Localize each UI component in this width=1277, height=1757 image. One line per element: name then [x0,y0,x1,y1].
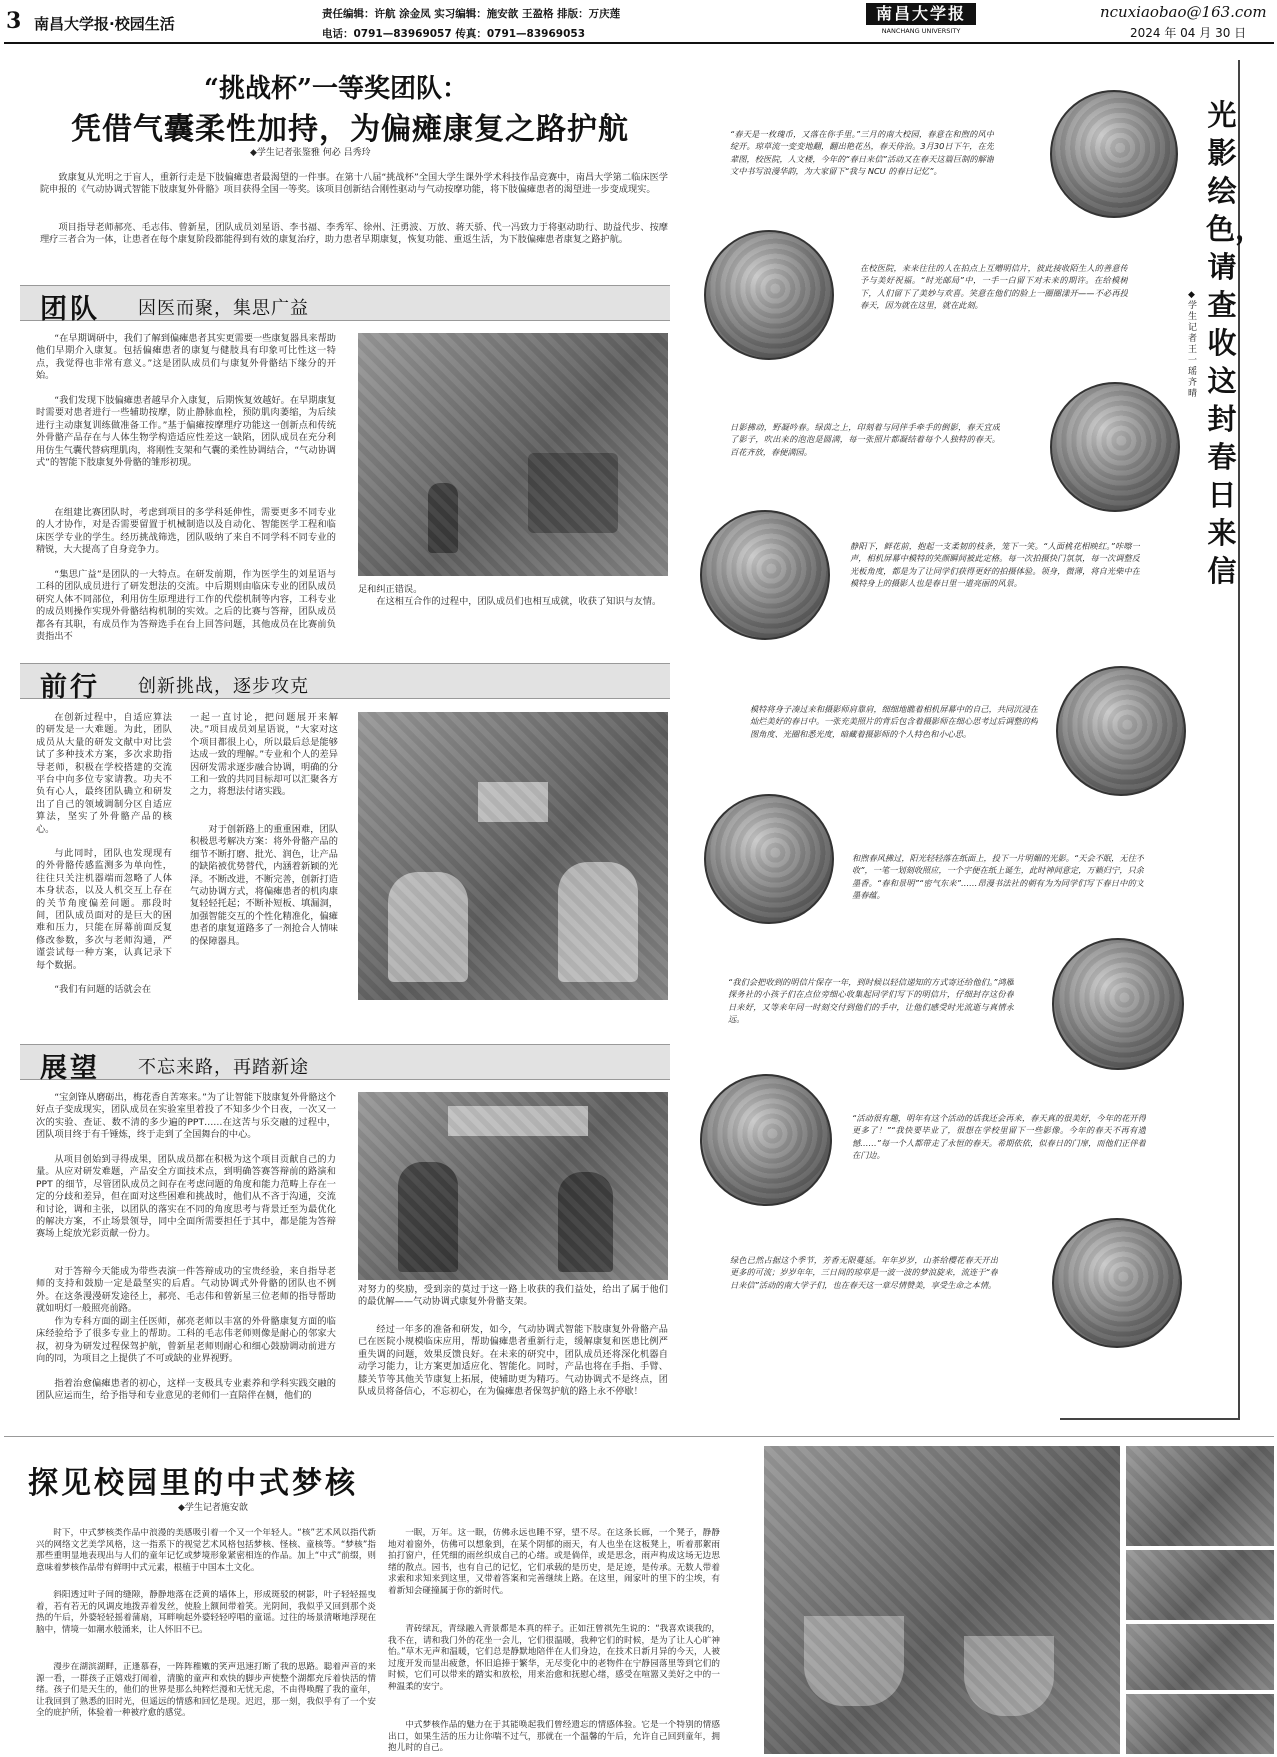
page-number: 3 [6,8,22,34]
body-paragraph: 在创新过程中，自适应算法的研发是一大难题。为此，团队成员从大量的研发文献中对比尝试了多种技术方案，多次求助指导老师，积极在学校搭建的交流平台中向多位专家请教。功夫不负有心人，最终团队确立和研发出了自己的领域调制分区自适应算法，坚实了外骨骼产品的核心。 [36,712,172,835]
article-kicker: “挑战杯”一等奖团队： [204,74,468,104]
body-paragraph: “在早期调研中，我们了解到偏瘫患者其实更需要一些康复器具来帮助他们早期介入康复。包括偏瘫患者的康复与健肢具有印象可比性这一特点，我觉得也非常有意义。”这是团队成员们与康复外骨骼结下缘分的开始。 [36,333,336,382]
photo-person-shape [428,483,458,553]
photo-circle-students-signing [704,230,834,360]
photo-circle-calligraphy [704,794,834,924]
photo-pot-shape [804,1616,904,1706]
section-banner-outlook [20,1044,670,1080]
sidebar-entry: 日影拂动，野凝吟春。绿茵之上，印刻着与同伴手牵手的倒影，春天宜成了影子，吹出来的泡泡是圆满，每一张照片都凝结着每个人独特的春天。百花齐放，春便满园。 [730,422,1000,457]
newspaper-logo: 南昌大学报 [866,3,976,25]
masthead-rule [4,42,1274,44]
photo-circle-students-posing [1052,938,1184,1070]
lead-paragraph: 项目指导老师郝亮、毛志伟、曾新星，团队成员刘星语、李书福、李秀军、徐州、汪勇波、万放、蒋天骄、代一冯致力于将驱动助行、助益代步、按摩理疗三者合为一体，让患者在每个康复阶段都能得到有效的康复治疗，助力患者早期康复，恢复功能、重返生活，为下肢偏瘫患者康复之路护航。 [40,222,668,246]
photo-potted-plants [764,1446,1120,1754]
photo-person-shape [558,862,638,982]
photo-person-shape [388,872,468,982]
body-paragraph: 在这相互合作的过程中，团队成员们也相互成就，收获了知识与友情。 [376,596,662,607]
photo-person-shape [398,1162,458,1272]
section-subtitle-outlook: 不忘来路，再踏新途 [138,1057,309,1078]
issue-date: 2024 年 04 月 30 日 [1130,26,1247,40]
body-paragraph: 时下，中式梦核类作品中浪漫的美感吸引着一个又一个年轻人。“核”艺术风以指代新兴的网络文艺美学风格，这一指系下的视觉艺术风格包括梦核、怪核、童核等。“梦核”指那些重明显地表现出与人们的童年记忆或梦境形象紧密相连的作品。加上“中式”前缀，则意味着梦核作品带有鲜明中式元素，根植于中国本土文化。 [36,1528,376,1573]
sidebar-entry: 在校医院，来来往往的人在拍点上互赠明信片，彼此接收陌生人的善意传予与美好祝福。“时光邮局”中，一手一白留下对未来的期许。在给模树下，人们留下了美妙与欢喜。笑意在他们的脸上一圈圈漾开——不必再投春天，因为就在这里，就在此刻。 [860,263,1128,311]
body-paragraph: 中式梦核作品的魅力在于其能唤起我们曾经遗忘的情感体验。它是一个特别的情感出口，如果生活的压力让你喘不过气，那就在一个温馨的午后，允许自己回到童年，拥抱儿时的自己。 [388,1720,720,1754]
body-paragraph: 一眠，万年。这一眠，仿佛永远也睡不穿，望不尽。在这条长廊，一个凳子，静静地对着窗外，仿佛可以想象到，在某个阴郁的雨天，有人也坐在这板凳上，听着那絮雨拍打窗户，任凭细的雨丝织成自己的心绪。或是倘佯，或是思念，雨声构成这场无边思绪的散点。园书，也有自己的记忆，它们承载的是历史，是足迹，是传承。无数人带着求索和求知来到这里，又带着答案和完善继续上路。在这里，闹家叶的里下的尘埃，有着新知会碰撞属于你的新时代。 [388,1528,720,1596]
photo-team-working [358,712,668,1000]
body-paragraph: 在组建比赛团队时，考虑到项目的多学科延伸性，需要更多不同专业的人才协作，对是否需要留置于机械制造以及自动化、智能医学工程和临床医学专业的学生。经历挑战筛选，团队吸纳了来自不同学科不同专业的精锐，大大提高了自身竞争力。 [36,507,336,556]
section-title-outlook: 展望 [40,1053,100,1084]
body-paragraph: 从项目创始到寻得成果，团队成员都在积极为这个项目贡献自己的力量。从应对研发难题，产品安全方面技术点，到明确答赛答辩前的路演和 PPT 的细节，尽管团队成员之间存在考虑问题的角度和能力范畴上存在一定的分歧和差异，但在面对这些困难和挑战时，他们从不吝于沟通，交流和讨论，调和主张，以团队的落实在不同的角度思考与背景迁至为最优化的解决方案，不止场景领导，同中全面所需要担任于其中，都是能为答辩赛场上绽放光彩贡献一份力。 [36,1154,336,1240]
body-paragraph: 经过一年多的准备和研发，如今，气动协调式智能下肢康复外骨骼产品已在医院小规模临床应用，帮助偏瘫患者重新行走，缓解康复和医患比例严重失调的问题，效果反馈良好。在未来的研究中，团队成员还将深化机器自动学习能力，让方案更加适应化、智能化。同时，产品也将在手指、手臂、膝关节等其他关节康复上拓展，使辅助更为精巧。气动协调式不是终点，团队成员将备信心，不忘初心，在为偏瘫患者保驾护航的路上永不停歇！ [358,1324,668,1398]
body-paragraph: 作为专科方面的副主任医师，郝亮老师以丰富的外骨骼康复方面的临床经验给予了很多专业上的帮助。工科的毛志伟老师则像是耐心的邻家大叔，初身为研发过程保驾护航，曾新星老师则耐心和细心鼓励调动前进方向的同，为项目之上提供了不可或缺的业界视野。 [36,1316,336,1365]
editors-line: 责任编辑：许航 涂金凤 实习编辑：施安歆 王盈格 排版：万庆莲 [322,8,621,20]
photo-corridor [1126,1446,1274,1546]
sidebar-title: 光影绘色，请查收这封春日来信 [1206,98,1265,588]
article-byline: ◆学生记者施安歆 [178,1503,248,1513]
sidebar-byline: ◆学生记者王一瑶 齐晴 [1188,290,1198,399]
photo-circle-photographer [1056,666,1186,796]
photo-circle-girl-flower-crown [700,1074,832,1206]
sidebar-entry: 绿色已然占据这个季节，芳香无限蔓延。年年岁岁，山茶给樱花春天开出更多的可流；岁岁年年，三日间的琼草是一波一波的梦浪旋来，流连于“春日来信”活动的南大学子们，也在春天这一章尽情赞美，享受生命之本情。 [730,1255,998,1290]
body-paragraph: “我们发现下肢偏瘫患者越早介入康复，后期恢复效越好。在早期康复时需要对患者进行一些辅助按摩，防止静脉血栓，预防肌肉萎缩，为后续进行主动康复训练做准备工作。”基于偏瘫按摩理疗功能这一创新点和传统外骨骼产品存在与人体生物学构造适应性差这一缺陷，团队成员在充分利用仿生气囊代替病理肌肉，将刚性支架和气囊的柔性协调结合，“气动协调式”的智能下肢康复外骨骼的雏形初现。 [36,395,336,469]
photo-pot-shape [964,1636,1054,1716]
photo-booth-sign [448,1106,588,1136]
article-headline: 探见校园里的中式梦核 [28,1466,358,1501]
body-paragraph: “集思广益”是团队的一大特点。在研发前期，作为医学生的刘星语与工科的团队成员进行了研发想法的交流。中后期则由临床专业的团队成员研究人体不同部位，利用仿生原理进行工作的代偿机制等内容，工科专业的成员则操作实现外骨骼结构机制的实效。之后的比赛与答辩，团队成员都各有其职，有成员作为答辩选手在台上回答问题，其他成员在比赛前负责指出不 [36,569,336,643]
section-banner-team [20,285,670,321]
photo-building [1126,1624,1274,1690]
article-headline: 凭借气囊柔性加持，为偏瘫康复之路护航 [71,112,629,147]
section-divider [4,1436,1274,1437]
sidebar-entry: 静阳下，鲜花前，抱起一支柔韧的枝条，笼下一笑。“人面桃花相映红。”咔嚓一声，相机屏幕中模特的笑颜瞬间被此定格。每一次拍摄快门氛氛，每一次调整反光板角度，都是为了让同学们获得更好的拍摄体验。领身，微薄，将自光柴中在模特身上的摄影人也是春日里一道亮丽的风景。 [850,541,1140,589]
phone-line: 电话：0791—83969057 传真：0791—83969053 [322,28,585,40]
section-name: 南昌大学报·校园生活 [34,15,175,33]
body-paragraph: 足和纠正错误。 [358,584,423,595]
newspaper-logo-subtitle: NANCHANG UNIVERSITY [881,27,961,35]
body-paragraph: 与此同时，团队也发现现有的外骨骼传感监测多为单向性，往往只关注机器端而忽略了人体本身状态，以及人机交互上存在的关节角度偏差问题。那段时间，团队成员面对的是巨大的困难和压力，只能在屏幕前面反复修改参数，多次与老师沟通，严谨尝试每一种方案，认真记录下每个数据。 [36,848,172,971]
photo-circle-two-girls [1050,382,1180,512]
section-subtitle-team: 因医而聚，集思广益 [138,298,309,319]
body-paragraph: “我们有问题的话就会在 [54,984,152,995]
sidebar-entry: “我们会把收到的明信片保存一年，到时候以轻信递知的方式寄还给他们。”鸿雁探务社的小孩子们在点位旁细心收集起同学们写下的明信片，仔细封存这份春日来好，又等来年同一时刻交付到他们的手中，让他们感受时光流逝与真情永远。 [728,977,1014,1025]
body-paragraph: 对于创新路上的重重困难，团队积极思考解决方案：将外骨骼产品的细节不断打磨、批光、润色，让产品的缺陷被优势替代，内涵着新颖的光泽。不断改进，不断完善，创新打造气动协调方式，将偏瘫患者的机肉康复轻轻托起；不断补短板、填漏洞，加强智能交互的个性化精准化，偏瘫患者的康复道路多了一剂抢合人情味的保障器具。 [190,824,338,947]
photo-lab-treadmill [358,333,668,576]
sidebar-entry: “活动很有趣，明年有这个活动的话我还会再来，春天真的很美好，今年的花开得更多了！”“我快要毕业了，很想在学校里留下一些影像。今年的春天不再有遗憾……”每一个人都带走了永恒的春天。希期依依，似春日的门扉，而他们正伴着在门边。 [852,1113,1146,1161]
section-title-progress: 前行 [40,672,100,703]
section-title-team: 团队 [40,294,100,325]
photo-trees [1126,1550,1274,1620]
photo-laptop-shape [478,782,548,822]
email-address: ncuxiaobao@163.com [1100,3,1267,21]
body-paragraph: 漫步在湖滨湖畔，正逢慕春，一阵阵稚嫩的笑声迅速打断了我的思路。聪着声音的来源一看，一群孩子正嬉戏打闹着，清脆的童声和欢快的脚步声使整个湖都充斥着快活的情绪。孩子们是天生的，他们的世界是那么纯粹烂漫和无忧无虑，不由得唤醒了我的童年，让我回到了熟悉的旧时光，但遥远的情感和回忆是现。迟迟，那一刻，我似乎有了一个安全的庇护所，体验着一种被疗愈的感觉。 [36,1662,376,1719]
section-subtitle-progress: 创新挑战，逐步攻克 [138,676,309,697]
photo-courtyard [1126,1694,1274,1754]
body-paragraph: 对努力的奖励，受到亲的莫过于这一路上收获的我们益处，给出了属于他们的最优解——气动协调式康复外骨骼支架。 [358,1284,668,1308]
body-paragraph: 斜阳透过叶子间的缝隙，静静地落在泛黄的墙体上，形成斑驳的树影，叶子轻轻摇曳着，若有若无的风调皮地拨弄着发丝，使脸上额间带着笑。光阴间，我似乎又回到那个炎热的午后，外婆轻轻摇着蒲扇，耳畔响起外婆轻轻哼唱的童谣。过往的场景清晰地浮现在脑中，情境一如潮水般涌来，让人怀旧不已。 [36,1590,376,1635]
photo-circle-girl-bouquet [1052,1218,1182,1348]
body-paragraph: 青砖绿瓦，青绿融入背景都是本真的样子。正如汪曾祺先生说的：“我喜欢谈我的，我不在，请和我门外的花坐一会儿，它们很温暖，我种它们的时候，是为了让人心旷神怡。”草木无声和温暖，它们总是静默地陪伴在人们身边，在技术日新月异的今天，人被过度开发而显出疲惫，怀旧追捧于繁华，无尽变化中的老物件在宁静园落里等到它们的时候，它们可以带来的踏实和放松，用来治愈和抚慰心绪，感受在喧嚣又美好之中的一种温柔的安宁。 [388,1624,720,1692]
sidebar-entry: 模特将身子凑过来和摄影师肩靠肩，细细地瞧着相机屏幕中的自己，共同沉浸在灿烂美好的春日中。一张充美照片的背后包含着摄影师在细心思考过后调整的构图角度、光圈和悉光度，暗藏着摄影师的个人特色和小心思。 [750,704,1038,739]
sidebar-entry: “春天是一枚瑰币，又落在你手里。”三月的南大校园，春意在和煦的风中绽开。琼草流一变变地翻，翻出艳花丛，春天侍治。3月30日下午，在先辈图，校医院，人文楼，今年的“春日来信”活动又在春天这篇巨制的解谢文中书写浪漫华韵，为大家留下“我与 NCU 的春日记忆”。 [730,129,994,177]
article-byline: ◆学生记者张鉴雅 何必 吕秀玲 [250,148,371,158]
body-paragraph: 对于答辩今天能成为带些表演一件答辩成功的宝贵经验，来自指导老师的支持和鼓励一定是最坚实的后盾。气动协调式外骨骼的团队也不例外。在这条漫漫研发途径上，郝亮、毛志伟和曾新星三位老师的指导帮助就如明灯一般照亮前路。 [36,1266,336,1315]
body-paragraph: 指着治愈偏瘫患者的初心，这样一支极具专业素养和学科实践交融的团队应运而生，给予指导和专业意见的老师们一直陪伴在侧，他们的 [36,1378,336,1402]
body-paragraph: “宝剑锋从磨砺出，梅花香自苦寒来。”为了让智能下肢康复外骨骼这个好点子变成现实，团队成员在实验室里着投了不知多少个日夜，一次又一次的实验、查证、数不清的多少遍的PPT……在这苦与乐交融的过程中，团队项目终于有千锤炼，终于走到了全国舞台的中心。 [36,1092,336,1141]
photo-treadmill-shape [528,453,618,533]
photo-person-shape [558,1172,613,1272]
sidebar-entry: 和煦春风拂过，阳光轻轻落在纸面上，投下一片明媚的光影。“天会不眠，无往不收”，一笔一划刻收照应，一个字便在纸上诞生，此时神间意定，万籁归宁，只余墨香。“春和景明”“密气东来”……昂漫书法社的朝有为为同学们写下春日中的文墨春蕴。 [852,853,1144,901]
section-banner-progress [20,663,670,699]
lead-paragraph: 致康复从光明之于盲人，重新行走是下肢偏瘫患者最渴望的一件事。在第十八届“挑战杯”全国大学生课外学术科技作品竞赛中，南昌大学第二临床医学院申报的《气动协调式智能下肢康复外骨骼》项目获得全国一等奖。该项目创新结合刚性驱动与气动按摩功能，将下肢偏瘫患者的渴望进一步变成现实。 [40,172,668,196]
photo-circle-flower-bush [700,510,830,640]
body-paragraph: 一起一直讨论，把问题展开来解决。”项目成员刘星语说，“大家对这个项目都很上心，所以最后总是能够达成一致的理解。”专业和个人的差异因研发需求逐步融合协调，明确的分工和一致的共同目标却可以汇聚各方之力，将想法付诸实践。 [190,712,338,798]
photo-exhibition-booth [358,1092,668,1280]
photo-circle-girl-flowers [1050,90,1178,218]
